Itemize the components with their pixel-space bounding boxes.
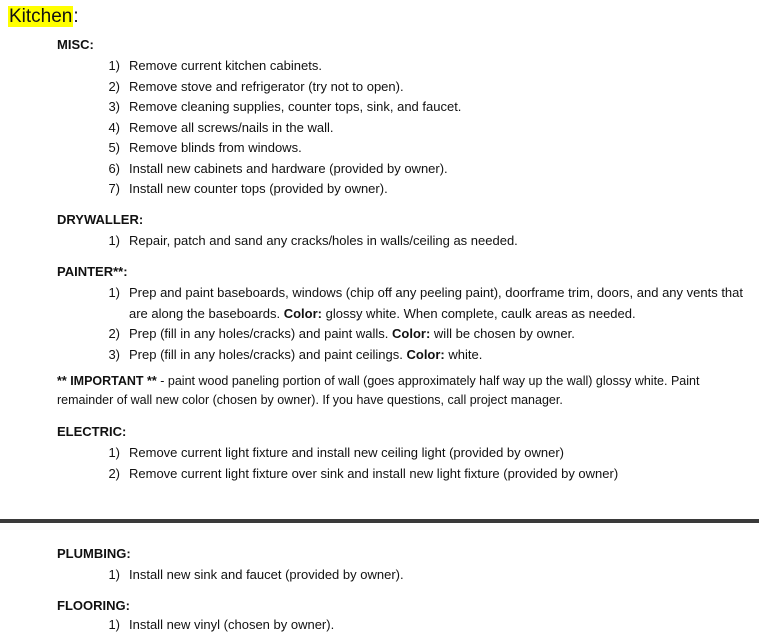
- item-text: Remove current light fixture over sink and install new light fixture (provided by owner): [129, 465, 619, 481]
- list-item: [57, 345, 752, 366]
- list-item: [57, 443, 752, 464]
- list-item: [57, 615, 752, 636]
- list-item: [57, 283, 752, 324]
- section-painter: [57, 263, 752, 365]
- important-label: ** IMPORTANT **: [57, 374, 157, 388]
- list-item: [57, 56, 752, 77]
- section-heading: PAINTER**:: [57, 264, 128, 279]
- list-item: [57, 138, 752, 159]
- item-number: 6): [108, 160, 120, 176]
- important-note: [57, 372, 752, 410]
- section-heading: FLOORING:: [57, 598, 130, 613]
- item-text: Remove stove and refrigerator (try not to open).: [129, 78, 404, 94]
- item-text: Remove blinds from windows.: [129, 140, 302, 155]
- item-number: 2): [108, 78, 120, 94]
- item-number: 1): [108, 285, 120, 300]
- section-heading: PLUMBING:: [57, 546, 131, 561]
- list-item: [57, 77, 752, 98]
- item-number: 2): [108, 326, 120, 341]
- item-text: Remove cleaning supplies, counter tops, sink, and faucet.: [129, 99, 462, 114]
- page-title: [8, 5, 79, 29]
- title-colon: :: [73, 6, 79, 27]
- list-item: [57, 118, 752, 139]
- section-heading: MISC:: [57, 37, 94, 52]
- item-text: Install new counter tops (provided by owner).: [129, 181, 388, 196]
- item-text: Install new sink and faucet (provided by owner).: [129, 567, 404, 582]
- item-text-part: glossy white. When complete, caulk areas as needed.: [325, 305, 636, 321]
- item-text: Install new cabinets and hardware (provided by owner).: [129, 160, 448, 176]
- item-text-part: Prep (fill in any holes/cracks) and paint ceilings.: [129, 346, 403, 362]
- section-plumbing: [57, 545, 752, 586]
- color-label: Color:: [392, 326, 431, 341]
- list-item: [57, 97, 752, 118]
- section-drywaller: [57, 211, 752, 252]
- item-text: Repair, patch and sand any cracks/holes in walls/ceiling as needed.: [129, 233, 518, 248]
- item-text: [129, 324, 752, 345]
- item-number: 7): [108, 181, 120, 196]
- item-text: [129, 283, 752, 324]
- item-text: Remove current kitchen cabinets.: [129, 58, 322, 73]
- section-heading: ELECTRIC:: [57, 424, 127, 439]
- list-item: [57, 159, 752, 180]
- item-text: [129, 345, 752, 366]
- item-text: Remove current light fixture and install new ceiling light (provided by owner): [129, 445, 564, 460]
- section-misc: [57, 36, 752, 200]
- item-text: Install new vinyl (chosen by owner).: [129, 617, 335, 632]
- color-label: Color:: [406, 346, 445, 362]
- section-heading: DRYWALLER:: [57, 212, 144, 227]
- item-number: 1): [108, 58, 120, 73]
- list-item: [57, 565, 752, 586]
- list-item: [57, 464, 752, 485]
- item-number: 3): [108, 99, 120, 114]
- item-text-part: will be chosen by owner.: [433, 326, 575, 341]
- item-number: 3): [108, 346, 120, 362]
- section-flooring: [57, 597, 752, 636]
- list-item: [57, 324, 752, 345]
- item-number: 5): [108, 140, 120, 155]
- item-number: 1): [108, 617, 120, 632]
- item-text-part: Prep (fill in any holes/cracks) and paint walls.: [129, 326, 389, 341]
- important-text: - paint wood paneling portion of wall (goes approximately half way up the wall) glossy white. Paint remainder of wall new color (chosen by owner). If you have questions, call project manager.: [57, 374, 700, 407]
- title-highlight: Kitchen: [9, 6, 73, 27]
- list-item: [57, 179, 752, 200]
- item-text-part: white.: [448, 346, 483, 362]
- item-number: 1): [108, 233, 120, 248]
- section-electric: [57, 423, 752, 484]
- list-item: [57, 231, 752, 252]
- item-number: 1): [108, 445, 120, 460]
- color-label: Color:: [283, 305, 322, 321]
- item-text-part: Prep and paint baseboards, windows (chip off any peeling paint), doorframe trim, doors, and any vents that are along the baseboards.: [129, 285, 744, 321]
- item-number: 4): [108, 119, 120, 135]
- page-divider: [0, 519, 759, 523]
- item-number: 2): [108, 465, 120, 481]
- item-number: 1): [108, 567, 120, 582]
- item-text: Remove all screws/nails in the wall.: [129, 119, 334, 135]
